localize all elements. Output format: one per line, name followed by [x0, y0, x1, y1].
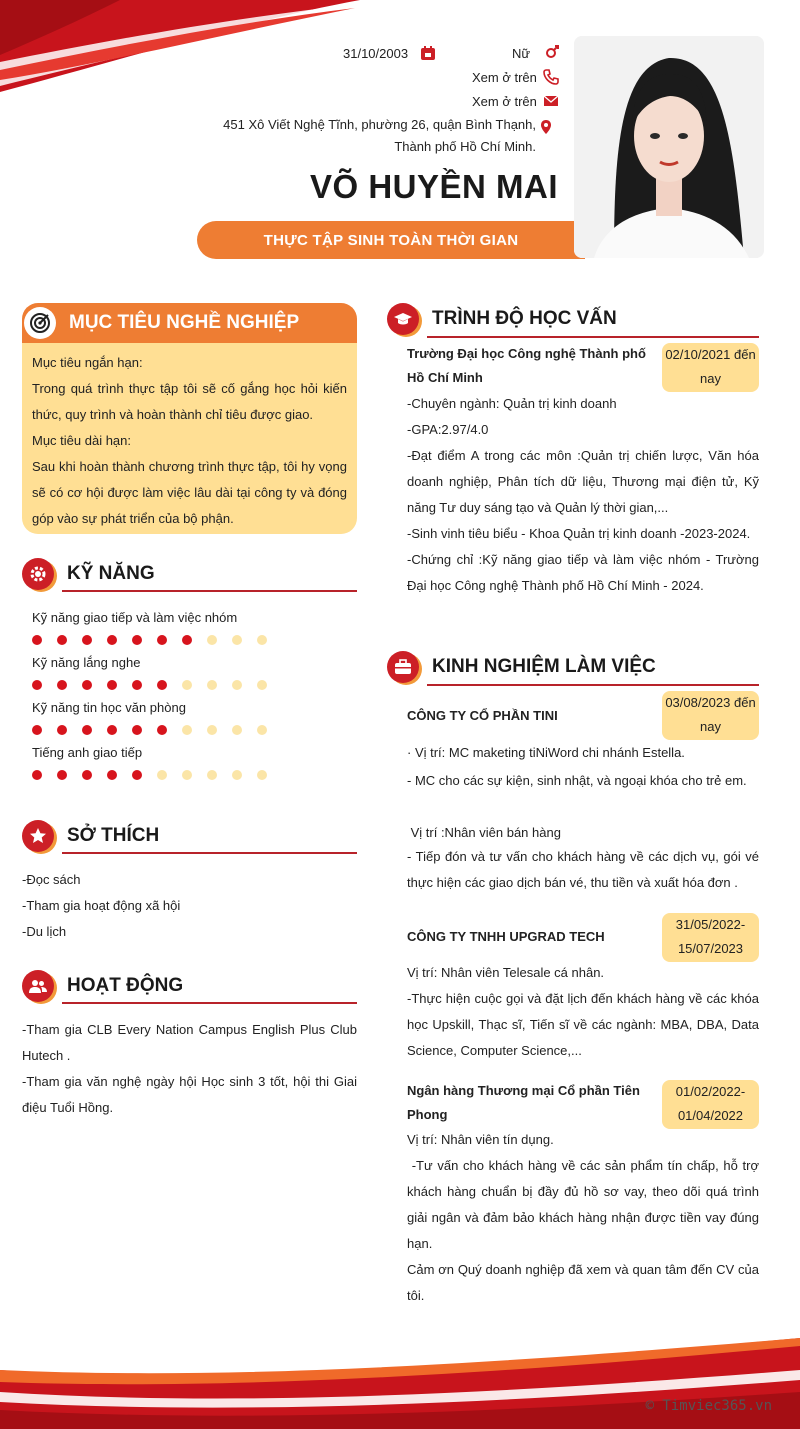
- list-item: -Đạt điểm A trong các môn :Quản trị chiến lược, Văn hóa doanh nghiệp, Phân tích dữ liệu, Thương mại điện tử, Kỹ năng Tư duy sáng tạo và Quản lý thời gian,...: [407, 448, 759, 515]
- rating-dot: [132, 770, 142, 780]
- skill-rating: [32, 680, 267, 690]
- skills-title: KỸ NĂNG: [67, 563, 155, 584]
- job-company: Ngân hàng Thương mại Cổ phần Tiên Phong: [407, 1083, 640, 1122]
- rating-dot: [182, 680, 192, 690]
- graduation-cap-icon: [387, 303, 419, 335]
- list-item: -Tham gia CLB Every Nation Campus English Plus Club Hutech .: [22, 1022, 357, 1063]
- list-item: -Tham gia hoạt động xã hội: [22, 898, 181, 913]
- job1-line-3-4: [407, 822, 759, 896]
- people-icon: [22, 970, 54, 1002]
- skill-rating: [32, 725, 267, 735]
- skill-label: Kỹ năng lắng nghe: [32, 655, 141, 670]
- rating-dot: [132, 635, 142, 645]
- experience-header: [387, 651, 656, 683]
- education-title: TRÌNH ĐỘ HỌC VẤN: [432, 308, 617, 329]
- candidate-name: VÕ HUYỀN MAI: [309, 168, 558, 205]
- skill-label: Kỹ năng giao tiếp và làm việc nhóm: [32, 610, 238, 625]
- job-date: 03/08/2023 đến nay: [662, 691, 759, 740]
- activities-divider: [62, 1002, 357, 1004]
- hobbies-title: SỞ THÍCH: [67, 825, 160, 846]
- list-item: -Tham gia văn nghệ ngày hội Học sinh 3 tốt, hội thi Giai điệu Tuổi Hồng.: [22, 1074, 357, 1115]
- job2-details: [407, 960, 759, 1064]
- rating-dot: [207, 635, 217, 645]
- target-icon: [24, 307, 56, 339]
- job-title-bar: [197, 221, 585, 259]
- rating-dot: [257, 635, 267, 645]
- activities-header: [22, 970, 183, 1002]
- birthdate-row: [343, 45, 436, 61]
- rating-dot: [232, 635, 242, 645]
- rating-dot: [107, 680, 117, 690]
- education-date: 02/10/2021 đến nay: [662, 343, 759, 392]
- rating-dot: [207, 680, 217, 690]
- list-item: -Thực hiện cuộc gọi và đặt lịch đến khách hàng về các khóa học Upskill, Thạc sĩ, Tiến sĩ về các ngành: MBA, DBA, Data Science, Computer Science,...: [407, 991, 759, 1058]
- list-item: -GPA:2.97/4.0: [407, 422, 489, 437]
- briefcase-icon: [387, 651, 419, 683]
- education-header: [387, 303, 617, 335]
- phone-row: [472, 69, 559, 85]
- job-date: 31/05/2022- 15/07/2023: [662, 913, 759, 962]
- rating-dot: [257, 680, 267, 690]
- skill-label: Tiếng anh giao tiếp: [32, 745, 143, 760]
- rating-dot: [207, 725, 217, 735]
- rating-dot: [182, 725, 192, 735]
- rating-dot: [107, 725, 117, 735]
- profile-photo: [574, 36, 764, 258]
- rating-dot: [82, 635, 92, 645]
- rating-dot: [207, 770, 217, 780]
- rating-dot: [32, 770, 42, 780]
- skill-rating: [32, 770, 267, 780]
- phone-text[interactable]: Xem ở trên: [472, 69, 537, 85]
- rating-dot: [132, 725, 142, 735]
- list-item: Vị trí: Nhân viên Telesale cá nhân.: [407, 965, 605, 980]
- watermark: © Timviec365.vn: [645, 1398, 772, 1414]
- activities-list: [22, 1017, 357, 1121]
- list-item: -Đọc sách: [22, 872, 81, 887]
- list-item: -Tư vấn cho khách hàng về các sản phẩm tín chấp, hỗ trợ khách hàng chuẩn bị đầy đủ hồ sơ vay, theo dõi quá trình giải ngân và đảm bảo khách hàng nhận được tiền vay đúng hạn.: [407, 1158, 763, 1251]
- rating-dot: [232, 680, 242, 690]
- objective-title: MỤC TIÊU NGHỀ NGHIỆP: [69, 312, 300, 333]
- rating-dot: [157, 680, 167, 690]
- hobbies-divider: [62, 852, 357, 854]
- calendar-icon: [420, 45, 436, 61]
- education-divider: [427, 336, 759, 338]
- rating-dot: [232, 725, 242, 735]
- experience-divider: [427, 684, 759, 686]
- list-item: -Sinh vinh tiêu biểu - Khoa Quản trị kinh doanh -2023-2024.: [407, 526, 751, 541]
- objective-short-label: Mục tiêu ngắn hạn:: [32, 355, 143, 370]
- job-company: CÔNG TY TNHH UPGRAD TECH: [407, 929, 605, 944]
- rating-dot: [57, 635, 67, 645]
- bottom-wave-decoration: [0, 1330, 800, 1429]
- rating-dot: [107, 770, 117, 780]
- gear-icon: [22, 558, 54, 590]
- rating-dot: [257, 725, 267, 735]
- rating-dot: [157, 725, 167, 735]
- address-line-1: 451 Xô Viết Nghệ Tĩnh, phường 26, quận Bình Thạnh,: [223, 117, 536, 132]
- objective-long-label: Mục tiêu dài hạn:: [32, 433, 132, 448]
- rating-dot: [257, 770, 267, 780]
- list-item: - MC cho các sự kiện, sinh nhật, và ngoại khóa cho trẻ em.: [407, 773, 747, 788]
- skill-label: Kỹ năng tin học văn phòng: [32, 700, 186, 715]
- closing-note: Cảm ơn Quý doanh nghiệp đã xem và quan tâm đến CV của tôi.: [407, 1262, 759, 1303]
- objective-long-text: Sau khi hoàn thành chương trình thực tập, tôi hy vọng sẽ có cơ hội được làm việc lâu dài tại công ty và đóng góp vào sự phát triển của bộ phận.: [32, 459, 347, 526]
- list-item: -Chuyên ngành: Quản trị kinh doanh: [407, 396, 617, 411]
- list-item: Vị trí :Nhân viên bán hàng: [407, 825, 561, 840]
- birthdate-text: 31/10/2003: [343, 45, 409, 61]
- phone-icon: [543, 69, 559, 85]
- rating-dot: [182, 770, 192, 780]
- gender-row: [512, 45, 560, 61]
- skill-rating: [32, 635, 267, 645]
- rating-dot: [57, 680, 67, 690]
- objective-short-text: Trong quá trình thực tập tôi sẽ cố gắng học hỏi kiến thức, quy trình và hoàn thành chỉ tiêu được giao.: [32, 381, 347, 422]
- job-title: THỰC TẬP SINH TOÀN THỜI GIAN: [263, 231, 519, 249]
- address: [200, 114, 536, 158]
- skills-divider: [62, 590, 357, 592]
- email-row: [472, 93, 559, 109]
- activities-title: HOẠT ĐỘNG: [67, 975, 184, 996]
- list-item: · Vị trí: MC maketing tiNiWord chi nhánh Estella.: [407, 745, 685, 760]
- list-item: - Tiếp đón và tư vấn cho khách hàng về các dịch vụ, gói vé thực hiện các giao dịch bán vé, thu tiền và xuất hóa đơn .: [407, 849, 759, 890]
- rating-dot: [182, 635, 192, 645]
- objective-box: [22, 343, 357, 534]
- education-details: [407, 391, 759, 599]
- rating-dot: [132, 680, 142, 690]
- rating-dot: [157, 635, 167, 645]
- rating-dot: [82, 680, 92, 690]
- rating-dot: [32, 635, 42, 645]
- list-item: Vị trí: Nhân viên tín dụng.: [407, 1132, 554, 1147]
- rating-dot: [157, 770, 167, 780]
- job-date: 01/02/2022- 01/04/2022: [662, 1080, 759, 1129]
- list-item: -Chứng chỉ :Kỹ năng giao tiếp và làm việc nhóm - Trường Đại học Công nghệ Thành phố Hồ Chí Minh - 2024.: [407, 552, 759, 593]
- address-line-2: Thành phố Hồ Chí Minh.: [394, 139, 536, 154]
- email-icon: [543, 93, 559, 109]
- job1-line-1-2: [407, 739, 759, 795]
- gender-text: Nữ: [512, 45, 531, 61]
- rating-dot: [32, 680, 42, 690]
- objective-header: [22, 303, 357, 343]
- list-item: -Du lịch: [22, 924, 67, 939]
- rating-dot: [57, 725, 67, 735]
- location-pin-icon: [538, 119, 554, 135]
- star-icon: [22, 820, 54, 852]
- job-company: CÔNG TY CỔ PHẦN TINI: [407, 708, 558, 723]
- rating-dot: [57, 770, 67, 780]
- skills-header: [22, 558, 155, 590]
- gender-icon: [544, 45, 560, 61]
- hobbies-header: [22, 820, 159, 852]
- rating-dot: [32, 725, 42, 735]
- rating-dot: [107, 635, 117, 645]
- job3-details: [407, 1127, 763, 1257]
- rating-dot: [82, 770, 92, 780]
- education-school: Trường Đại học Công nghệ Thành phố Hồ Chí Minh: [407, 346, 646, 385]
- hobbies-list: [22, 867, 357, 945]
- rating-dot: [82, 725, 92, 735]
- rating-dot: [232, 770, 242, 780]
- experience-title: KINH NGHIỆM LÀM VIỆC: [432, 656, 656, 677]
- email-text[interactable]: Xem ở trên: [472, 93, 537, 109]
